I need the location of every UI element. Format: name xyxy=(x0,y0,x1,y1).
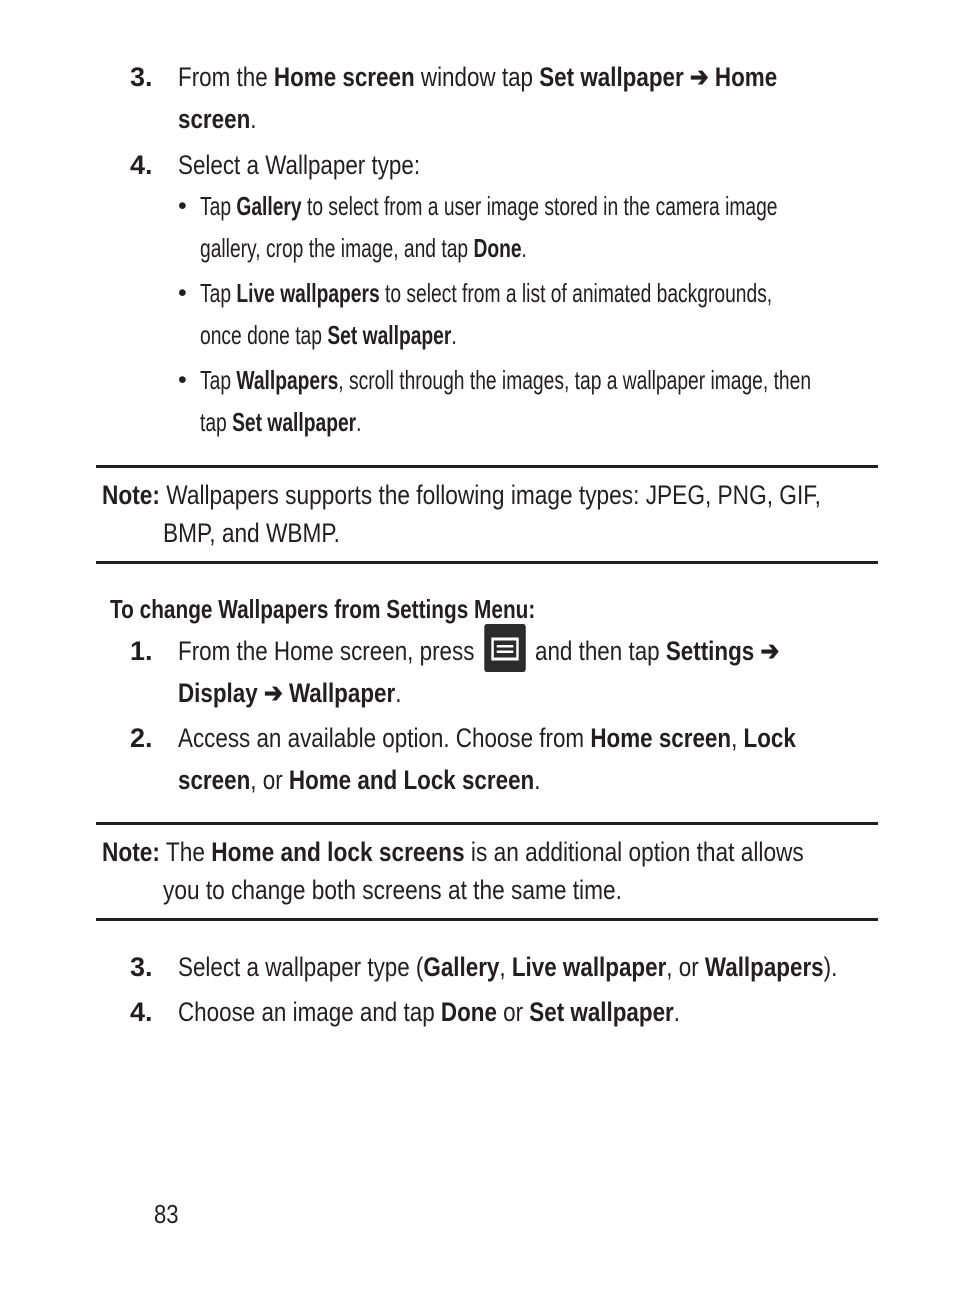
bullet-dot: • xyxy=(178,366,187,394)
step-text: Choose an image and tap Done or Set wallpaper. xyxy=(178,997,681,1027)
page-number: 83 xyxy=(154,1199,179,1229)
step-number: 4. xyxy=(130,150,153,180)
bullet-text: Tap Live wallpapers to select from a list of animated backgrounds, once done tap Set wallpaper. xyxy=(200,278,773,350)
step-number: 3. xyxy=(130,62,153,92)
bullet-text: Tap Wallpapers, scroll through the images, tap a wallpaper image, then tap Set wallpaper. xyxy=(200,365,812,437)
note-label: Note: xyxy=(102,480,160,510)
step-text: Access an available option. Choose from Home screen, Lock screen, or Home and Lock screen. xyxy=(178,723,796,795)
note-rule-bottom xyxy=(96,918,878,921)
note-image-types: Note: Wallpapers supports the following image types: JPEG, PNG, GIF, BMP, and WBMP. xyxy=(102,480,821,548)
step-text: Select a wallpaper type (Gallery, Live wallpaper, or Wallpapers). xyxy=(178,952,838,982)
step-text: Select a Wallpaper type: xyxy=(178,150,421,180)
note-home-and-lock: Note: The Home and lock screens is an additional option that allows you to change both screens at the same time. xyxy=(102,837,804,905)
step-number: 2. xyxy=(130,723,153,753)
bullet-dot: • xyxy=(178,279,187,307)
note-label: Note: xyxy=(102,837,160,867)
step-text: From the Home screen, press and then tap Settings ➔ Display ➔ Wallpaper. xyxy=(178,630,902,714)
menu-key-icon xyxy=(484,624,526,672)
step-text: From the Home screen window tap Set wallpaper ➔ Home screen. xyxy=(178,62,778,134)
note-rule-top xyxy=(96,822,878,825)
step-number: 1. xyxy=(130,636,153,666)
step-number: 4. xyxy=(130,997,153,1027)
section-heading: To change Wallpapers from Settings Menu: xyxy=(110,594,536,624)
step-number: 3. xyxy=(130,952,153,982)
note-rule-top xyxy=(96,465,878,468)
note-rule-bottom xyxy=(96,561,878,564)
bullet-dot: • xyxy=(178,192,187,220)
bullet-text: Tap Gallery to select from a user image stored in the camera image gallery, crop the image, and tap Done. xyxy=(200,191,778,263)
